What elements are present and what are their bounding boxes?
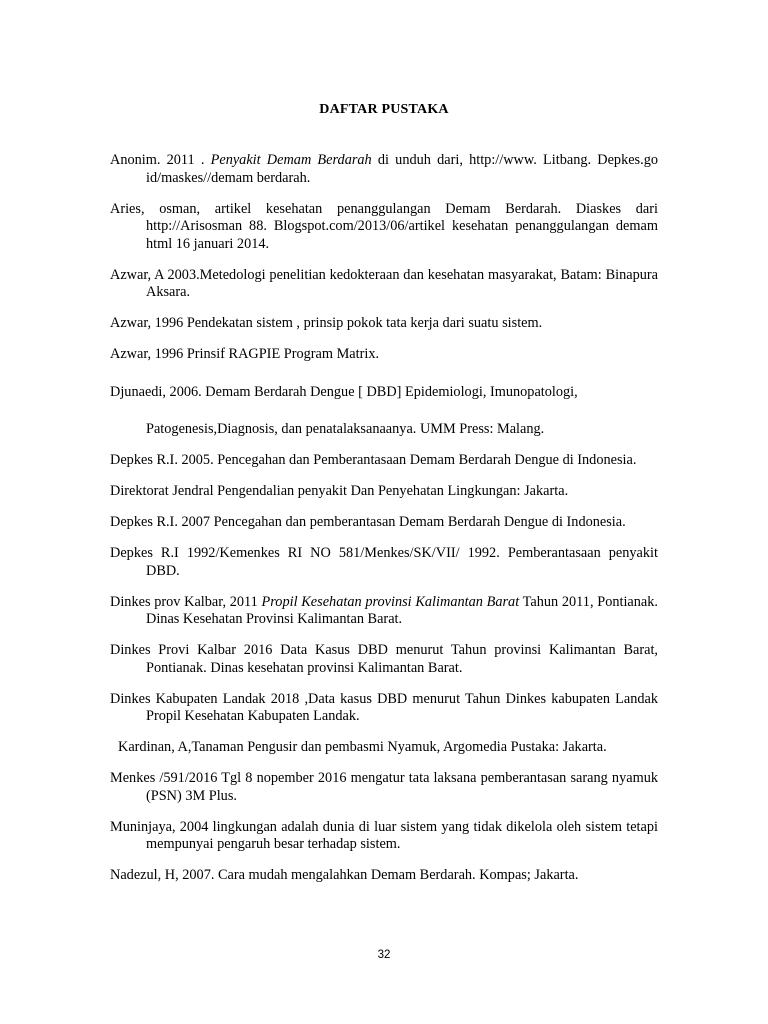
reference-entry xyxy=(110,642,658,677)
reference-text: Menkes /591/2016 Tgl 8 nopember 2016 mengatur tata laksana pemberantasan sarang nyamuk (PSN) 3M Plus. xyxy=(110,770,658,804)
reference-entry xyxy=(110,739,658,757)
reference-entry xyxy=(110,594,658,629)
reference-text: Direktorat Jendral Pengendalian penyakit Dan Penyehatan Lingkungan: Jakarta. xyxy=(110,483,569,499)
reference-entry xyxy=(110,452,658,470)
reference-text: Muninjaya, 2004 lingkungan adalah dunia di luar sistem yang tidak dikelola oleh sistem tetapi mempunyai pengaruh besar terhadap sistem. xyxy=(110,818,658,852)
reference-text: Dinkes prov Kalbar, 2011 xyxy=(110,593,262,610)
reference-text: Depkes R.I. 2005. Pencegahan dan Pemberantasaan Demam Berdarah Dengue di Indonesia. xyxy=(110,452,637,468)
page-title: DAFTAR PUSTAKA xyxy=(319,102,449,117)
reference-text: Nadezul, H, 2007. Cara mudah mengalahkan Demam Berdarah. Kompas; Jakarta. xyxy=(110,867,579,883)
reference-title-italic: Propil Kesehatan provinsi Kalimantan Barat xyxy=(261,593,520,610)
reference-text: Depkes R.I. 2007 Pencegahan dan pemberantasan Demam Berdarah Dengue di Indonesia. xyxy=(110,514,626,530)
reference-text: Patogenesis,Diagnosis, dan penatalaksanaanya. UMM Press: Malang. xyxy=(146,421,545,437)
reference-entry-continuation xyxy=(110,421,658,439)
reference-entry xyxy=(110,691,658,726)
page-number: 32 xyxy=(377,949,391,961)
reference-text-rest: di unduh dari, http://www. Litbang. Depkes.go id/maskes//demam berdarah. xyxy=(146,152,658,186)
reference-entry xyxy=(110,267,658,302)
reference-text: Depkes R.I 1992/Kemenkes RI NO 581/Menkes/SK/VII/ 1992. Pemberantasaan penyakit DBD. xyxy=(110,545,658,579)
reference-entry xyxy=(110,201,658,254)
reference-text: Azwar, 1996 Prinsif RAGPIE Program Matrix. xyxy=(110,346,380,362)
reference-text: Dinkes Kabupaten Landak 2018 ,Data kasus DBD menurut Tahun Dinkes kabupaten Landak Propil Kesehatan Kabupaten Landak. xyxy=(110,690,658,724)
reference-text: Djunaedi, 2006. Demam Berdarah Dengue [ DBD] Epidemiologi, Imunopatologi, xyxy=(110,383,578,400)
reference-text: Dinkes Provi Kalbar 2016 Data Kasus DBD menurut Tahun provinsi Kalimantan Barat, Pontianak. Dinas kesehatan provinsi Kalimantan Barat. xyxy=(110,642,658,676)
reference-text-rest: Tahun 2011, Pontianak. Dinas Kesehatan Provinsi Kalimantan Barat. xyxy=(146,593,658,627)
reference-entry xyxy=(110,819,658,854)
reference-entry xyxy=(110,152,658,187)
reference-entry xyxy=(110,770,658,805)
reference-entry xyxy=(110,514,658,532)
reference-entry xyxy=(110,384,658,402)
reference-text: Anonim. 2011 . xyxy=(110,152,211,168)
reference-title-italic: Penyakit Demam Berdarah xyxy=(210,152,372,168)
reference-entry xyxy=(110,483,658,501)
reference-entry xyxy=(110,315,658,333)
reference-entry xyxy=(110,867,658,885)
reference-text: Kardinan, A,Tanaman Pengusir dan pembasmi Nyamuk, Argomedia Pustaka: Jakarta. xyxy=(118,739,607,755)
reference-entry xyxy=(110,545,658,580)
reference-text: Azwar, A 2003.Metedologi penelitian kedokteraan dan kesehatan masyarakat, Batam: Binapura Aksara. xyxy=(110,266,658,300)
reference-list xyxy=(110,152,658,898)
reference-text: Azwar, 1996 Pendekatan sistem , prinsip pokok tata kerja dari suatu sistem. xyxy=(110,315,543,331)
reference-entry xyxy=(110,346,658,364)
reference-text: Aries, osman, artikel kesehatan penanggulangan Demam Berdarah. Diaskes dari http://Arisosman 88. Blogspot.com/2013/06/artikel kesehatan penanggulangan demam html 16 januari 2014. xyxy=(110,200,658,252)
